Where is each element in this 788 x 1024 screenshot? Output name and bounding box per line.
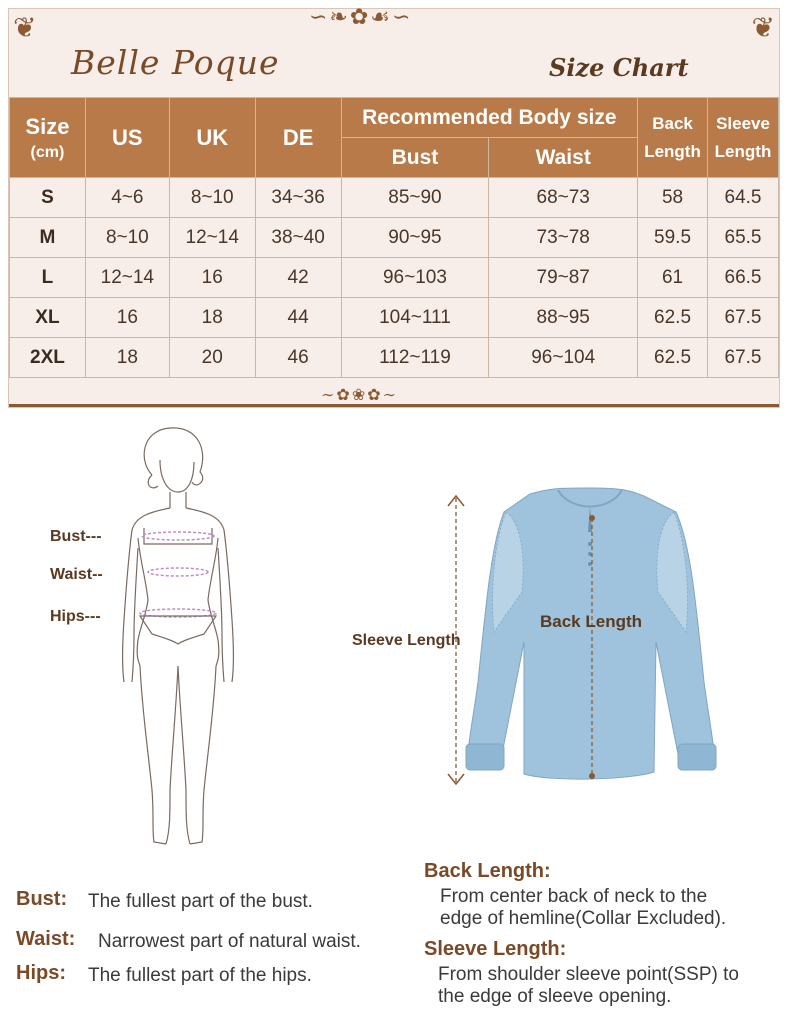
table-row (10, 258, 779, 298)
header-back-length-line1: Back (652, 113, 693, 133)
sleeve-length-cell: 67.5 (708, 298, 779, 338)
back-length-cell: 62.5 (638, 298, 708, 338)
sleeve-length-cell: 67.5 (708, 338, 779, 378)
definition-back-length-line2: edge of hemline(Collar Excluded). (440, 908, 727, 929)
header-size-label: Size (25, 113, 70, 139)
corner-ornament-top-right: ❦ (751, 11, 775, 44)
bust-cell: 112~119 (341, 338, 489, 378)
definition-sleeve-length-line2: the edge of sleeve opening. (438, 986, 672, 1007)
definition-sleeve-length-text (438, 964, 739, 1008)
bust-cell: 96~103 (341, 258, 489, 298)
chart-title: Size Chart (549, 53, 689, 82)
definition-hips-title: Hips: (16, 962, 66, 984)
us-cell: 18 (85, 338, 169, 378)
table-row (10, 298, 779, 338)
definition-back-length-text (440, 886, 726, 930)
waist-cell: 68~73 (489, 178, 638, 218)
corner-ornament-top-left: ❦ (13, 11, 37, 44)
waist-cell: 79~87 (489, 258, 638, 298)
size-cell: L (10, 258, 86, 298)
size-cell: XL (10, 298, 86, 338)
definition-sleeve-length-title: Sleeve Length: (424, 938, 567, 960)
body-figure-illustration (100, 420, 260, 860)
back-length-cell: 61 (638, 258, 708, 298)
header-uk: UK (169, 98, 255, 178)
sleeve-length-cell: 64.5 (708, 178, 779, 218)
bust-cell: 90~95 (341, 218, 489, 258)
size-table (9, 97, 779, 378)
header-waist: Waist (489, 138, 638, 178)
table-row (10, 178, 779, 218)
back-length-cell: 59.5 (638, 218, 708, 258)
shirt-illustration (440, 482, 720, 792)
definition-sleeve-length-line1: From shoulder sleeve point(SSP) to (438, 964, 739, 985)
header-us: US (85, 98, 169, 178)
header-sleeve-length-line1: Sleeve (716, 113, 770, 133)
bust-cell: 104~111 (341, 298, 489, 338)
size-chart-panel (8, 5, 780, 408)
header-size (10, 98, 86, 178)
top-flourish-ornament: ∽❧✿☙∽ (309, 5, 413, 30)
header-back-length (638, 98, 708, 178)
header-de: DE (255, 98, 341, 178)
sleeve-length-cell: 65.5 (708, 218, 779, 258)
definition-bust-text: The fullest part of the bust. (88, 891, 313, 912)
uk-cell: 20 (169, 338, 255, 378)
figure-label-bust: Bust--- (50, 528, 102, 545)
us-cell: 12~14 (85, 258, 169, 298)
sleeve-length-cell: 66.5 (708, 258, 779, 298)
definition-waist-title: Waist: (16, 928, 76, 950)
us-cell: 16 (85, 298, 169, 338)
uk-cell: 12~14 (169, 218, 255, 258)
uk-cell: 16 (169, 258, 255, 298)
bust-cell: 85~90 (341, 178, 489, 218)
header-sleeve-length-line2: Length (714, 141, 772, 161)
size-cell: 2XL (10, 338, 86, 378)
de-cell: 46 (255, 338, 341, 378)
header-sleeve-length (708, 98, 779, 178)
de-cell: 42 (255, 258, 341, 298)
figure-label-back-length: Back Length (540, 612, 643, 631)
table-row (10, 218, 779, 258)
header-back-length-line2: Length (644, 141, 701, 161)
uk-cell: 18 (169, 298, 255, 338)
figure-label-waist: Waist-- (50, 566, 103, 583)
de-cell: 44 (255, 298, 341, 338)
back-length-cell: 58 (638, 178, 708, 218)
definition-hips-text: The fullest part of the hips. (88, 965, 312, 986)
definition-back-length-title: Back Length: (424, 860, 551, 882)
panel-bottom-rule (9, 404, 779, 407)
size-cell: M (10, 218, 86, 258)
uk-cell: 8~10 (169, 178, 255, 218)
definition-back-length-line1: From center back of neck to the (440, 886, 708, 907)
us-cell: 4~6 (85, 178, 169, 218)
back-length-cell: 62.5 (638, 338, 708, 378)
definition-bust-title: Bust: (16, 888, 68, 910)
waist-cell: 88~95 (489, 298, 638, 338)
header-recommended-body-size: Recommended Body size (341, 98, 638, 138)
definition-waist-text: Narrowest part of natural waist. (98, 931, 361, 952)
de-cell: 38~40 (255, 218, 341, 258)
table-row (10, 338, 779, 378)
waist-cell: 96~104 (489, 338, 638, 378)
size-cell: S (10, 178, 86, 218)
waist-cell: 73~78 (489, 218, 638, 258)
figure-label-hips: Hips--- (50, 608, 101, 625)
us-cell: 8~10 (85, 218, 169, 258)
bottom-flourish-ornament: ∼✿❀✿∼ (321, 385, 399, 404)
header-bust: Bust (341, 138, 489, 178)
de-cell: 34~36 (255, 178, 341, 218)
brand-logo: Belle Poque (71, 43, 280, 82)
figure-label-sleeve-length: Sleeve Length (352, 632, 461, 649)
header-size-unit: (cm) (30, 143, 65, 161)
